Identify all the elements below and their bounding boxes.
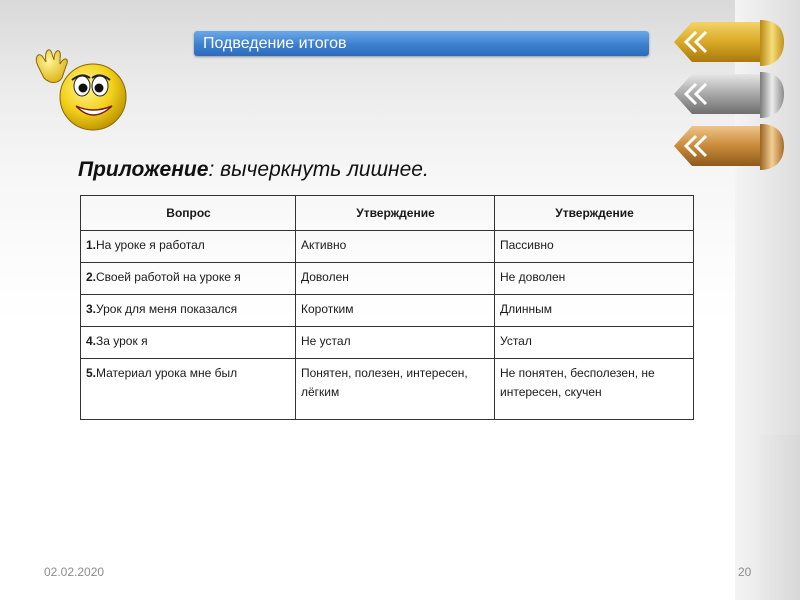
question-text: Своей работой на уроке я	[96, 270, 241, 284]
heading-rest: : вычеркнуть лишнее.	[208, 158, 429, 181]
background-right-band	[760, 435, 800, 600]
survey-table	[80, 195, 694, 420]
question-cell	[81, 327, 296, 359]
question-text: Урок для меня показался	[96, 302, 238, 316]
question-cell	[81, 231, 296, 263]
slide-title: Подведение итогов	[203, 35, 347, 52]
answer-cell[interactable]: Длинным	[495, 295, 694, 327]
bronze-ribbon-icon	[672, 124, 788, 170]
answer-cell[interactable]: Устал	[495, 327, 694, 359]
question-text: Материал урока мне был	[96, 366, 238, 380]
header-statement-1: Утверждение	[296, 196, 495, 231]
row-number: 1.	[86, 238, 97, 252]
answer-cell[interactable]: Не устал	[296, 327, 495, 359]
waving-smiley-icon	[28, 40, 138, 140]
table-row	[81, 359, 694, 420]
question-cell	[81, 263, 296, 295]
answer-cell[interactable]: Не доволен	[495, 263, 694, 295]
answer-cell[interactable]: Доволен	[296, 263, 495, 295]
header-question: Вопрос	[81, 196, 296, 231]
page-number: 20	[738, 565, 752, 579]
silver-ribbon-icon	[672, 72, 788, 118]
header-statement-2: Утверждение	[495, 196, 694, 231]
row-number: 3.	[86, 302, 97, 316]
question-cell	[81, 359, 296, 420]
table-row	[81, 231, 694, 263]
table-header-row	[81, 196, 694, 231]
heading-bold: Приложение	[78, 158, 209, 181]
row-number: 4.	[86, 334, 97, 348]
title-bar	[194, 31, 649, 56]
footer-date: 02.02.2020	[44, 565, 105, 579]
gold-ribbon-icon	[672, 20, 788, 66]
answer-cell[interactable]: Коротким	[296, 295, 495, 327]
answer-cell[interactable]: Пассивно	[495, 231, 694, 263]
answer-cell[interactable]: Понятен, полезен, интересен, лёгким	[296, 359, 495, 420]
table-row	[81, 263, 694, 295]
answer-cell[interactable]: Активно	[296, 231, 495, 263]
question-cell	[81, 295, 296, 327]
table-row	[81, 295, 694, 327]
row-number: 5.	[86, 366, 97, 380]
page-heading	[78, 158, 429, 182]
question-text: На уроке я работал	[96, 238, 205, 252]
answer-cell[interactable]: Не понятен, бесполезен, не интересен, скучен	[495, 359, 694, 420]
row-number: 2.	[86, 270, 97, 284]
table-row	[81, 327, 694, 359]
question-text: За урок я	[96, 334, 148, 348]
